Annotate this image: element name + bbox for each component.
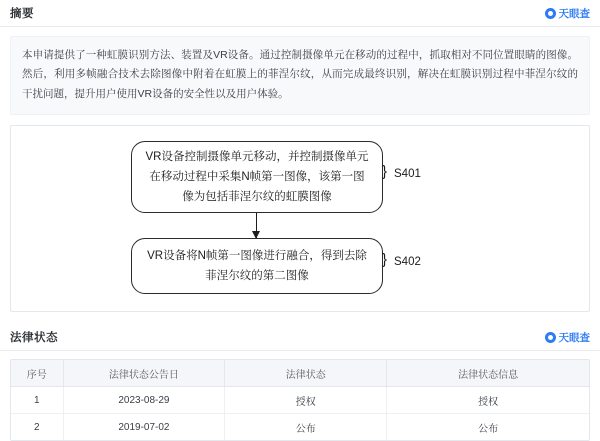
flow-node-s401 (131, 141, 383, 213)
patent-figure (10, 125, 590, 312)
cell-state: 公布 (225, 414, 387, 441)
abstract-title: 摘要 (10, 8, 34, 20)
legal-title: 法律状态 (10, 332, 58, 345)
step-label-s402: S402 (394, 256, 421, 269)
down-arrow-icon (256, 213, 257, 238)
brace-s401-icon: } (382, 163, 388, 181)
abstract-section-header (0, 0, 600, 27)
cell-state: 授权 (225, 387, 387, 414)
column-header-info: 法律状态信息 (387, 360, 589, 387)
cell-date: 2023-08-29 (63, 387, 225, 414)
step-label-s401: S401 (394, 168, 421, 181)
brand-logo (545, 6, 591, 21)
brace-s402-icon: } (382, 251, 388, 269)
abstract-text: 本申请提供了一种虹膜识别方法、装置及VR设备。通过控制摄像单元在移动的过程中，抓取相对不同位置眼睛的图像。然后，利用多帧融合技术去除图像中附着在虹膜上的菲涅尔纹，从而完成最终识别，解决在虹膜识别过程中菲涅尔纹的干扰问题，提升用户使用VR设备的安全性以及用户体验。 (10, 36, 590, 115)
cell-date: 2019-07-02 (63, 414, 225, 441)
table-row (11, 387, 589, 414)
abstract-body-wrapper (0, 27, 600, 115)
legal-status-table-wrapper (10, 359, 590, 441)
flow-node-s401-text: VR设备控制摄像单元移动，并控制摄像单元在移动过程中采集N帧第一图像，该第一图像为包括菲涅尔纹的虹膜图像 (145, 151, 369, 204)
column-header-state: 法律状态 (225, 360, 387, 387)
brand-logo-secondary (545, 330, 591, 345)
table-row (11, 414, 589, 441)
cell-info: 公布 (387, 414, 589, 441)
brand-name: 天眼查 (558, 7, 590, 20)
legal-status-table (11, 360, 589, 440)
cell-seq: 2 (11, 414, 63, 441)
table-header-row (11, 360, 589, 387)
flowchart (11, 126, 589, 311)
column-header-date: 法律状态公告日 (63, 360, 225, 387)
cell-seq: 1 (11, 387, 63, 414)
eye-logo-icon (545, 332, 556, 343)
brand-name: 天眼查 (558, 331, 590, 344)
cell-info: 授权 (387, 387, 589, 414)
legal-section-header (0, 324, 600, 351)
column-header-seq: 序号 (11, 360, 63, 387)
flow-node-s402-text: VR设备将N帧第一图像进行融合，得到去除菲涅尔纹的第二图像 (147, 250, 367, 283)
eye-logo-icon (545, 8, 556, 19)
flow-node-s402 (131, 238, 383, 294)
